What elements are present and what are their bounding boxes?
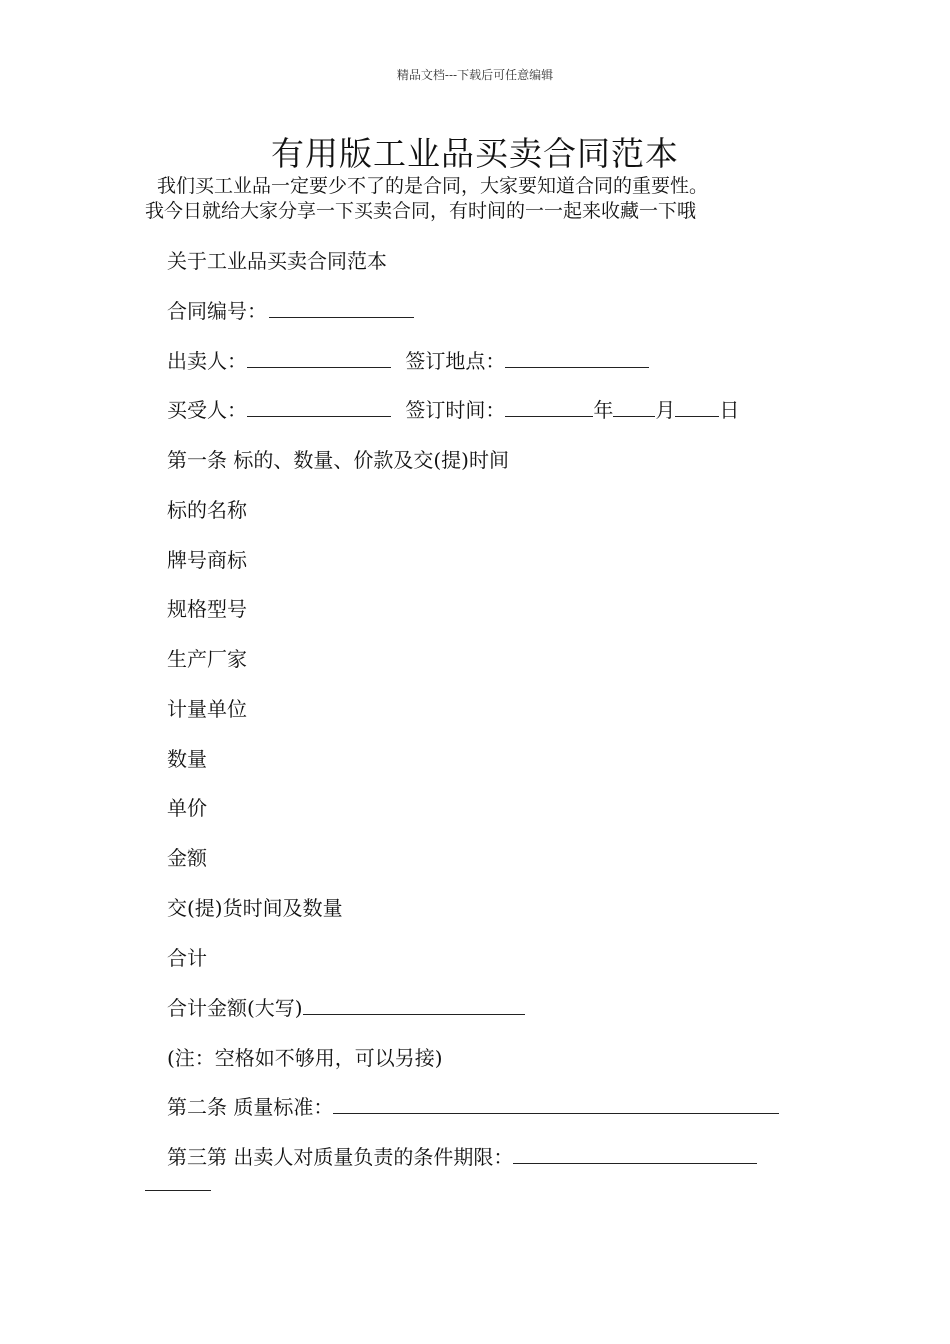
article-2-row [167,1094,779,1120]
quality-standard-blank[interactable] [333,1095,779,1114]
seller-blank[interactable] [247,349,391,368]
total-amount-blank[interactable] [303,996,525,1015]
header-note: 精品文档---下载后可任意编辑 [396,68,554,82]
article-3-label: 第三第 出卖人对质量负责的条件期限： [167,1145,514,1169]
sign-month-blank[interactable] [613,398,655,417]
article-3-row [167,1144,757,1170]
day-label: 日 [719,398,740,422]
contract-number-row [167,298,414,324]
delivery-line: 交(提)货时间及数量 [167,896,343,920]
amount-line: 金额 [167,846,207,870]
intro-paragraph [145,174,825,224]
item-name-line: 标的名称 [167,498,247,522]
quality-period-blank[interactable] [513,1145,757,1164]
sign-day-blank[interactable] [675,398,719,417]
seller-label: 出卖人： [167,349,247,373]
brand-line: 牌号商标 [167,548,247,572]
spec-line: 规格型号 [167,597,247,621]
about-heading: 关于工业品买卖合同范本 [167,249,387,273]
total-amount-label: 合计金额(大写) [167,996,303,1020]
article-1-heading: 第一条 标的、数量、价款及交(提)时间 [167,448,509,472]
unit-line: 计量单位 [167,697,247,721]
sign-place-label: 签订地点： [405,349,506,373]
year-label: 年 [593,398,614,422]
sign-year-blank[interactable] [505,398,593,417]
document-title: 有用版工业品买卖合同范本 [271,134,679,173]
intro-line-2: 我今日就给大家分享一下买卖合同，有时间的一一起来收藏一下哦 [145,200,697,222]
quantity-line: 数量 [167,747,207,771]
contract-number-blank[interactable] [269,299,414,318]
buyer-row [167,397,739,423]
buyer-blank[interactable] [247,398,391,417]
manufacturer-line: 生产厂家 [167,647,247,671]
buyer-label: 买受人： [167,398,247,422]
note-line: (注：空格如不够用，可以另接) [167,1046,443,1070]
sign-time-label: 签订时间： [405,398,506,422]
contract-number-label: 合同编号： [167,299,267,323]
intro-line-1: 我们买工业品一定要少不了的是合同，大家要知道合同的重要性。 [157,175,709,197]
seller-row [167,348,649,374]
article-2-label: 第二条 质量标准： [167,1095,334,1119]
sign-place-blank[interactable] [505,349,649,368]
quality-period-blank-continued[interactable] [145,1190,211,1191]
month-label: 月 [655,398,676,422]
unit-price-line: 单价 [167,796,207,820]
total-line: 合计 [167,946,207,970]
total-amount-row [167,995,525,1021]
